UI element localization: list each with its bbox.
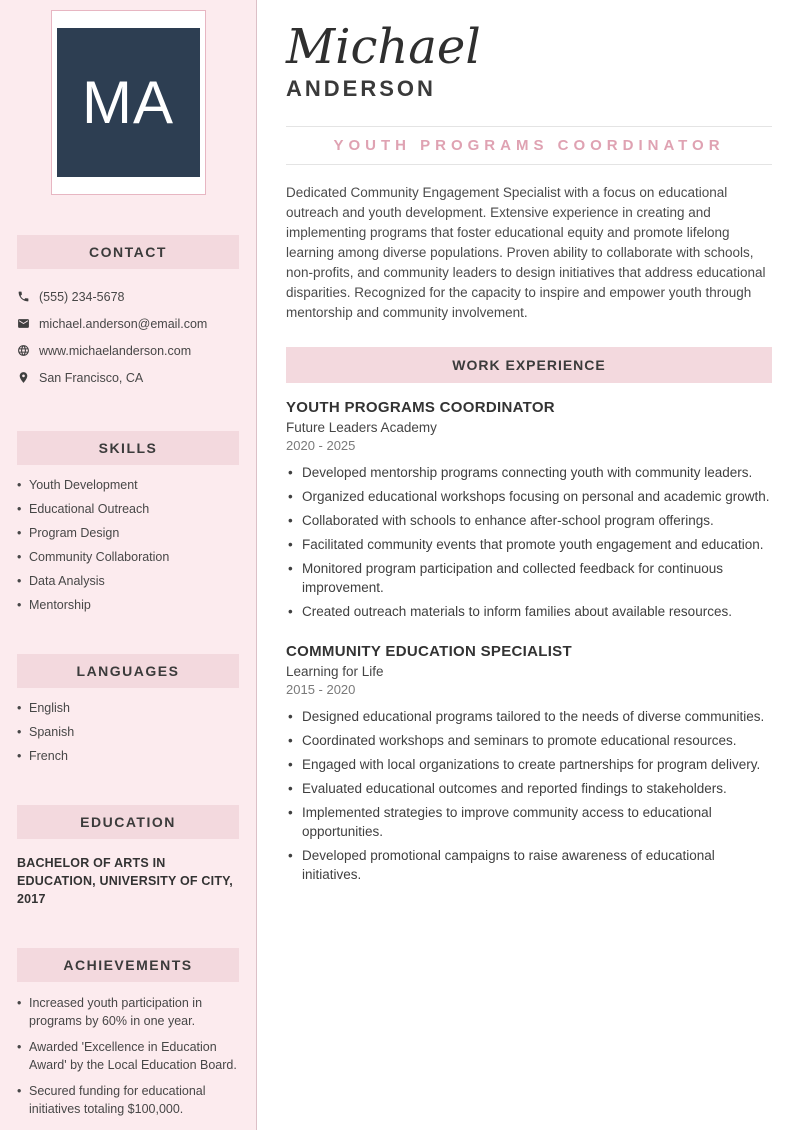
contact-email xyxy=(17,310,239,337)
job-company: Learning for Life xyxy=(286,664,384,679)
contact-location xyxy=(17,364,239,391)
job-bullet: • Created outreach materials to inform families about available resources. xyxy=(286,602,772,621)
skill-item: • Community Collaboration xyxy=(17,549,239,566)
languages-heading: LANGUAGES xyxy=(17,654,239,688)
contact-email-text: michael.anderson@email.com xyxy=(39,316,208,331)
divider-bottom xyxy=(286,164,772,165)
languages-section xyxy=(17,654,239,765)
job-dates: 2015 - 2020 xyxy=(286,682,356,697)
skills-heading: SKILLS xyxy=(17,431,239,465)
skill-item: • Mentorship xyxy=(17,597,239,614)
education-text: BACHELOR OF ARTS IN EDUCATION, UNIVERSITY OF CITY, 2017 xyxy=(17,856,233,906)
profile-summary: Dedicated Community Engagement Specialist with a focus on educational outreach and youth development. Extensive experience in creating and implementing programs that foster educational equity and promote lifelong learning among diverse populations. Proven ability to collaborate with schools, non-profits, and community leaders to design initiatives that address educational disparities. Recognized for the capacity to inspire and empower youth through mentorship and community involvement. xyxy=(286,185,766,320)
achievements-section xyxy=(17,948,239,1118)
globe-icon xyxy=(17,344,30,357)
contact-phone xyxy=(17,283,239,310)
skill-item: • Program Design xyxy=(17,525,239,542)
skill-item: • Educational Outreach xyxy=(17,501,239,518)
skills-list xyxy=(17,477,239,614)
languages-list xyxy=(17,700,239,765)
last-name: ANDERSON xyxy=(286,76,436,101)
skill-item: • Youth Development xyxy=(17,477,239,494)
name-header xyxy=(286,20,772,102)
job-title: COMMUNITY EDUCATION SPECIALIST xyxy=(286,643,572,660)
job-entry-2 xyxy=(286,643,772,884)
main-content xyxy=(257,0,800,1130)
achievements-list xyxy=(17,994,239,1118)
job-bullet: • Facilitated community events that promote youth engagement and education. xyxy=(286,535,772,554)
work-experience-heading: WORK EXPERIENCE xyxy=(286,347,772,383)
language-item: • English xyxy=(17,700,239,717)
education-heading: EDUCATION xyxy=(17,805,239,839)
achievements-heading: ACHIEVEMENTS xyxy=(17,948,239,982)
contact-phone-text: (555) 234-5678 xyxy=(39,289,125,304)
job-bullet: • Collaborated with schools to enhance after-school program offerings. xyxy=(286,511,772,530)
location-icon xyxy=(17,371,30,384)
contact-website-text: www.michaelanderson.com xyxy=(39,343,192,358)
avatar-initials: MA xyxy=(82,69,174,136)
job-company: Future Leaders Academy xyxy=(286,420,437,435)
job-bullet: • Organized educational workshops focusing on personal and academic growth. xyxy=(286,487,772,506)
contact-section xyxy=(17,235,239,391)
job-bullet: • Evaluated educational outcomes and reported findings to stakeholders. xyxy=(286,779,772,798)
language-item: • French xyxy=(17,748,239,765)
language-item: • Spanish xyxy=(17,724,239,741)
sidebar xyxy=(0,0,257,1130)
education-section xyxy=(17,805,239,908)
job-bullet: • Engaged with local organizations to create partnerships for program delivery. xyxy=(286,755,772,774)
achievement-item: • Awarded 'Excellence in Education Award' by the Local Education Board. xyxy=(17,1038,239,1074)
job-bullet: • Developed promotional campaigns to raise awareness of educational initiatives. xyxy=(286,846,772,884)
contact-heading: CONTACT xyxy=(17,235,239,269)
job-bullet-list xyxy=(286,707,772,884)
job-bullet: • Developed mentorship programs connecting youth with community leaders. xyxy=(286,463,772,482)
email-icon xyxy=(17,317,30,330)
contact-list xyxy=(17,283,239,391)
job-bullet: • Monitored program participation and collected feedback for continuous improvement. xyxy=(286,559,772,597)
job-bullet-list xyxy=(286,463,772,621)
avatar-initials-box xyxy=(57,28,200,177)
achievement-item: • Secured funding for educational initiatives totaling $100,000. xyxy=(17,1082,239,1118)
contact-website xyxy=(17,337,239,364)
skill-item: • Data Analysis xyxy=(17,573,239,590)
job-entry-1 xyxy=(286,399,772,621)
contact-location-text: San Francisco, CA xyxy=(39,370,144,385)
job-bullet: • Coordinated workshops and seminars to promote educational resources. xyxy=(286,731,772,750)
headline-title: YOUTH PROGRAMS COORDINATOR xyxy=(333,137,725,154)
job-title: YOUTH PROGRAMS COORDINATOR xyxy=(286,399,555,416)
skills-section xyxy=(17,431,239,614)
job-dates: 2020 - 2025 xyxy=(286,438,356,453)
first-name: Michael xyxy=(286,19,481,75)
avatar xyxy=(51,10,206,195)
phone-icon xyxy=(17,290,30,303)
job-bullet: • Implemented strategies to improve community access to educational opportunities. xyxy=(286,803,772,841)
achievement-item: • Increased youth participation in programs by 60% in one year. xyxy=(17,994,239,1030)
job-bullet: • Designed educational programs tailored to the needs of diverse communities. xyxy=(286,707,772,726)
